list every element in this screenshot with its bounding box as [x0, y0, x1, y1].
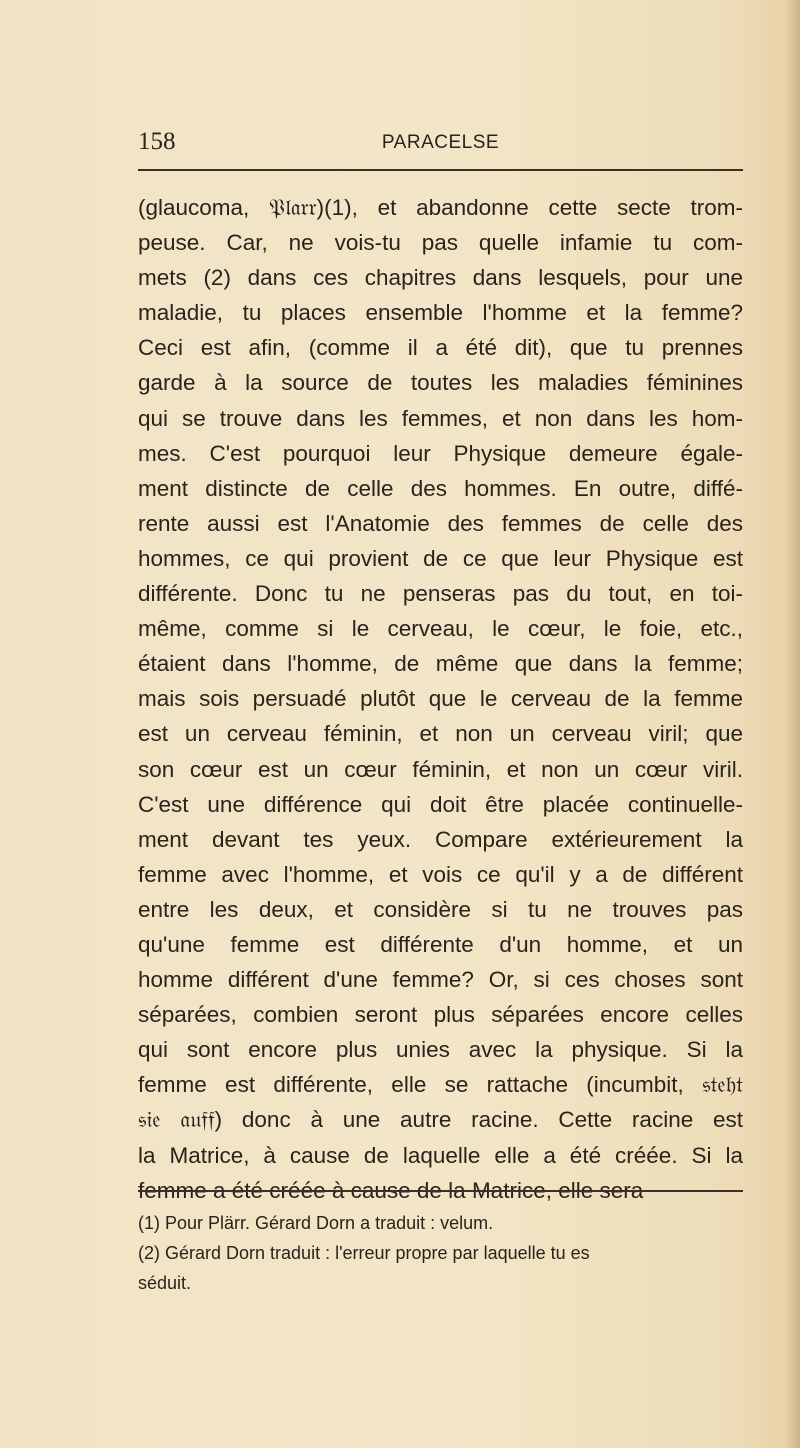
- text-line: ment distincte de celle des hommes. En outre, diffé-: [138, 475, 743, 501]
- footnote-2: (2) Gérard Dorn traduit : l'erreur propre par laquelle tu es: [138, 1243, 590, 1263]
- text-line: qu'une femme est différente d'un homme, et un: [138, 931, 743, 957]
- text-line: (glaucoma, 𝔓𝔩𝔞𝔯𝔯)(1), et abandonne cette secte trom-: [138, 195, 743, 220]
- text-line: rente aussi est l'Anatomie des femmes de celle des: [138, 510, 743, 536]
- page-number: 158: [138, 128, 176, 155]
- text-line: même, comme si le cerveau, le cœur, le foie, etc.,: [138, 616, 743, 642]
- running-title: PARACELSE: [381, 132, 500, 153]
- text-line: mes. C'est pourquoi leur Physique demeure égale-: [138, 440, 743, 466]
- text-line: qui sont encore plus unies avec la physique. Si la: [138, 1037, 743, 1063]
- text-line: mais sois persuadé plutôt que le cerveau de la femme: [138, 686, 743, 712]
- footnote-2-continued: séduit.: [138, 1273, 192, 1293]
- text-line: femme est différente, elle se rattache (incumbit, 𝔰𝔱𝔢𝔥𝔱: [138, 1072, 743, 1098]
- text-line: homme différent d'une femme? Or, si ces choses sont: [138, 967, 743, 993]
- text-line: maladie, tu places ensemble l'homme et la femme?: [138, 300, 743, 326]
- text-line: ment devant tes yeux. Compare extérieurement la: [138, 826, 743, 852]
- text-line: garde à la source de toutes les maladies féminines: [138, 370, 743, 396]
- text-line: 𝔰𝔦𝔢 𝔞𝔲𝔣𝔣) donc à une autre racine. Cette racine est: [138, 1107, 743, 1133]
- text-line: est un cerveau féminin, et non un cerveau viril; que: [138, 721, 743, 747]
- text-line: différente. Donc tu ne penseras pas du tout, en toi-: [138, 581, 743, 607]
- text-line: qui se trouve dans les femmes, et non dans les hom-: [138, 405, 743, 431]
- text-line: son cœur est un cœur féminin, et non un cœur viril.: [138, 756, 743, 782]
- text-line: femme avec l'homme, et vois ce qu'il y a de différent: [138, 861, 743, 887]
- text-line: entre les deux, et considère si tu ne trouves pas: [138, 896, 743, 922]
- text-line: hommes, ce qui provient de ce que leur Physique est: [138, 545, 743, 571]
- header-rule: [138, 169, 743, 171]
- page-edge-shadow: [786, 0, 800, 1448]
- text-line: C'est une différence qui doit être placée continuelle-: [138, 791, 743, 817]
- text-line: peuse. Car, ne vois-tu pas quelle infamie tu com-: [138, 230, 743, 256]
- text-line: la Matrice, à cause de laquelle elle a été créée. Si la: [138, 1142, 743, 1168]
- text-line: étaient dans l'homme, de même que dans la femme;: [138, 651, 743, 677]
- page-header: [138, 128, 743, 160]
- text-line: Ceci est afin, (comme il a été dit), que tu prennes: [138, 335, 743, 361]
- body-text: [138, 190, 743, 1208]
- footnotes: [138, 1208, 743, 1298]
- text-line: mets (2) dans ces chapitres dans lesquels, pour une: [138, 265, 743, 291]
- footnote-rule: [138, 1190, 743, 1192]
- footnote-1: (1) Pour Plärr. Gérard Dorn a traduit : velum.: [138, 1213, 494, 1233]
- text-line: femme a été créée à cause de la Matrice, elle sera: [138, 1177, 644, 1203]
- text-line: séparées, combien seront plus séparées encore celles: [138, 1002, 743, 1028]
